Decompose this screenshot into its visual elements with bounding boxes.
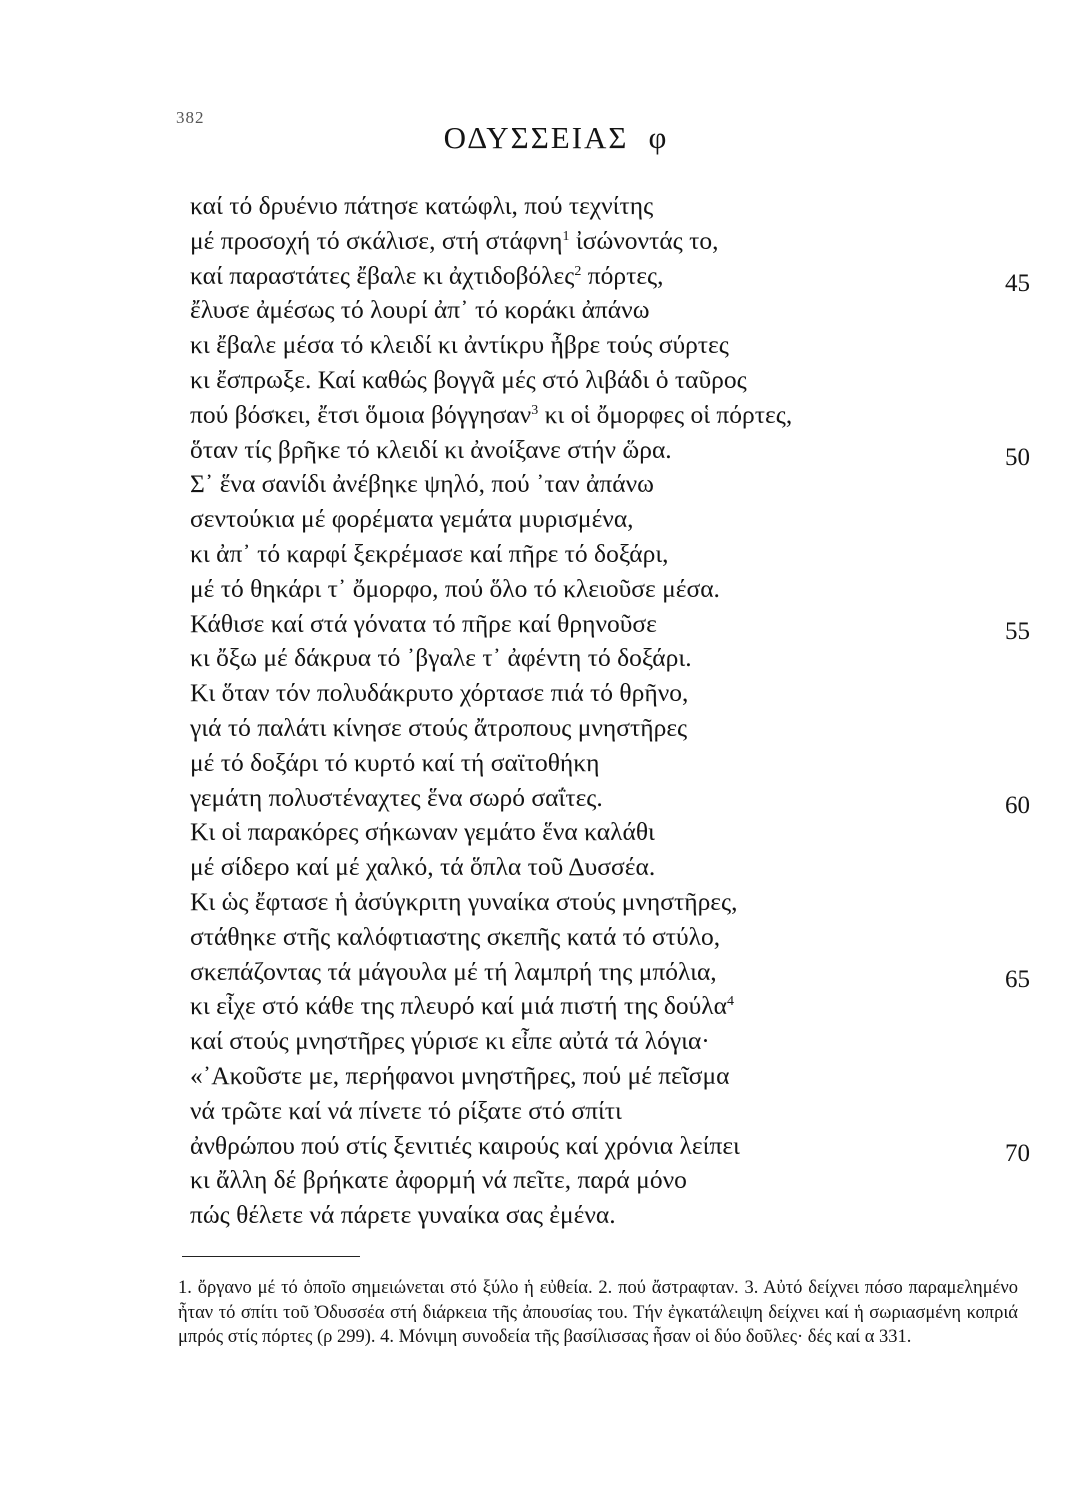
- verse-line: [190, 1198, 616, 1232]
- footnote-marker: 1: [562, 229, 570, 244]
- verse-line: [190, 641, 692, 675]
- line-number: 45: [1005, 270, 1030, 297]
- verse-text: Κι οἱ παρακόρες σήκωναν γεμάτο ἕνα καλάθι: [190, 817, 655, 846]
- verse-line: [190, 746, 599, 780]
- verse-line: [190, 259, 664, 293]
- verse-text: γεμάτη πολυστέναχτες ἕνα σωρό σαΐτες.: [190, 783, 603, 812]
- verse-line: [190, 189, 653, 223]
- book-letter: φ: [648, 120, 669, 155]
- verse-line: [190, 328, 729, 362]
- verse-text: κι ἄλλη δέ βρήκατε ἀφορμή νά πεῖτε, παρά μόνο: [190, 1165, 687, 1194]
- verse-text: καί παραστάτες ἔβαλε κι ἀχτιδοβόλες: [190, 261, 575, 290]
- verse-text: νά τρῶτε καί νά πίνετε τό ρίξατε στό σπίτι: [190, 1096, 622, 1125]
- verse-text: Κάθισε καί στά γόνατα τό πῆρε καί θρηνοῦσε: [190, 609, 657, 638]
- verse-text: ὅταν τίς βρῆκε τό κλειδί κι ἀνοίξανε στήν ὥρα.: [190, 435, 672, 464]
- verse-text: σκεπάζοντας τά μάγουλα μέ τή λαμπρή της μπόλια,: [190, 957, 717, 986]
- verse-text-continued: ἰσώνοντάς το,: [569, 226, 719, 255]
- verse-line: [190, 572, 720, 606]
- verse-line: [190, 1024, 710, 1058]
- verse-line: [190, 467, 654, 501]
- verse-text: κι ἔσπρωξε. Καί καθώς βογγᾶ μές στό λιβάδι ὁ ταῦρος: [190, 365, 747, 394]
- verse-line: [190, 676, 688, 710]
- footnote-marker: 3: [531, 403, 539, 418]
- verse-text: ἔλυσε ἀμέσως τό λουρί ἀπ᾽ τό κοράκι ἀπάνω: [190, 295, 650, 324]
- line-number: 60: [1005, 792, 1030, 819]
- verse-line: [190, 1059, 730, 1093]
- verse-line: [190, 537, 669, 571]
- verse-line: [190, 850, 655, 884]
- footnote-rule: [182, 1256, 360, 1257]
- verse-line: [190, 920, 720, 954]
- page-title: ΟΔΥΣΣΕΙΑΣ: [443, 120, 629, 155]
- verse-text: κι ἀπ᾽ τό καρφί ξεκρέμασε καί πῆρε τό δοξάρι,: [190, 539, 669, 568]
- verse-text: Κι ὡς ἔφτασε ἡ ἀσύγκριτη γυναίκα στούς μνηστῆρες,: [190, 887, 738, 916]
- verse-line: [190, 1129, 740, 1163]
- verse-line: [190, 1094, 622, 1128]
- verse-text: πώς θέλετε νά πάρετε γυναίκα σας ἐμένα.: [190, 1200, 616, 1229]
- verse-text: κι εἶχε στό κάθε της πλευρό καί μιά πιστή της δούλα: [190, 991, 728, 1020]
- verse-text: μέ τό δοξάρι τό κυρτό καί τή σαϊτοθήκη: [190, 748, 600, 777]
- verse-line: [190, 433, 672, 467]
- verse-text: στάθηκε στῆς καλόφτιαστης σκεπῆς κατά τό στύλο,: [190, 922, 721, 951]
- verse-text: σεντούκια μέ φορέματα γεμάτα μυρισμένα,: [190, 504, 634, 533]
- verse-text: «᾽Ακοῦστε με, περήφανοι μνηστῆρες, πού μέ πεῖσμα: [190, 1061, 730, 1090]
- verse-line: [190, 363, 747, 397]
- verse-line: [190, 955, 717, 989]
- verse-text: κι ἔβαλε μέσα τό κλειδί κι ἀντίκρυ ἦβρε τούς σύρτες: [190, 330, 729, 359]
- verse-text: πού βόσκει, ἔτσι ὅμοια βόγγησαν: [190, 400, 532, 429]
- verse-line: [190, 711, 687, 745]
- line-number: 70: [1005, 1140, 1030, 1167]
- verse-line: [190, 398, 792, 432]
- verse-line: [190, 885, 738, 919]
- verse-line: [190, 989, 734, 1023]
- verse-text: καί τό δρυένιο πάτησε κατώφλι, πού τεχνίτης: [190, 191, 654, 220]
- footnotes: 1. ὄργανο μέ τό ὁποῖο σημειώνεται στό ξύλο ἡ εὐθεία. 2. πού ἄστραφταν. 3. Αὐτό δείχνει πόσο παραμελημένο ἦταν τό σπίτι τοῦ Ὀδυσσέα στή διάρκεια τῆς ἀπουσίας του. Τήν ἐγκατάλειψη δείχνει καί ἡ σωριασμένη κοπριά μπρός στίς πόρτες (ρ 299). 4. Μόνιμη συνοδεία τῆς βασίλισσας ἦσαν οἱ δύο δοῦλες· δές καί α 331.: [178, 1278, 1018, 1347]
- verse-line: [190, 224, 719, 258]
- verse-text: κι ὄξω μέ δάκρυα τό ᾽βγαλε τ᾽ ἀφέντη τό δοξάρι.: [190, 643, 692, 672]
- verse-text: μέ τό θηκάρι τ᾽ ὄμορφο, πού ὅλο τό κλειοῦσε μέσα.: [190, 574, 720, 603]
- verse-line: [190, 781, 603, 815]
- footnote-marker: 2: [574, 264, 582, 279]
- verse-line: [190, 815, 655, 849]
- verse-text: μέ σίδερο καί μέ χαλκό, τά ὅπλα τοῦ Δυσσέα.: [190, 852, 656, 881]
- verse-line: [190, 1163, 687, 1197]
- verse-line: [190, 607, 657, 641]
- line-number: 65: [1005, 966, 1030, 993]
- verse-text: γιά τό παλάτι κίνησε στούς ἄτροπους μνηστῆρες: [190, 713, 688, 742]
- line-number: 50: [1005, 444, 1030, 471]
- verse-text: καί στούς μνηστῆρες γύρισε κι εἶπε αὐτά τά λόγια·: [190, 1026, 710, 1055]
- verse-text: Σ᾽ ἕνα σανίδι ἀνέβηκε ψηλό, πού ᾽ταν ἀπάνω: [190, 469, 654, 498]
- verse-text: μέ προσοχή τό σκάλισε, στή στάφνη: [190, 226, 563, 255]
- verse-line: [190, 293, 649, 327]
- line-number: 55: [1005, 618, 1030, 645]
- verse-text: ἀνθρώπου πού στίς ξενιτιές καιρούς καί χρόνια λείπει: [190, 1131, 740, 1160]
- verse-line: [190, 502, 634, 536]
- verse-text-continued: πόρτες,: [581, 261, 664, 290]
- verse-text: Κι ὅταν τόν πολυδάκρυτο χόρτασε πιά τό θρῆνο,: [190, 678, 689, 707]
- page-number: 382: [176, 108, 205, 127]
- verse-text-continued: κι οἱ ὄμορφες οἱ πόρτες,: [538, 400, 793, 429]
- footnote-marker: 4: [727, 994, 735, 1009]
